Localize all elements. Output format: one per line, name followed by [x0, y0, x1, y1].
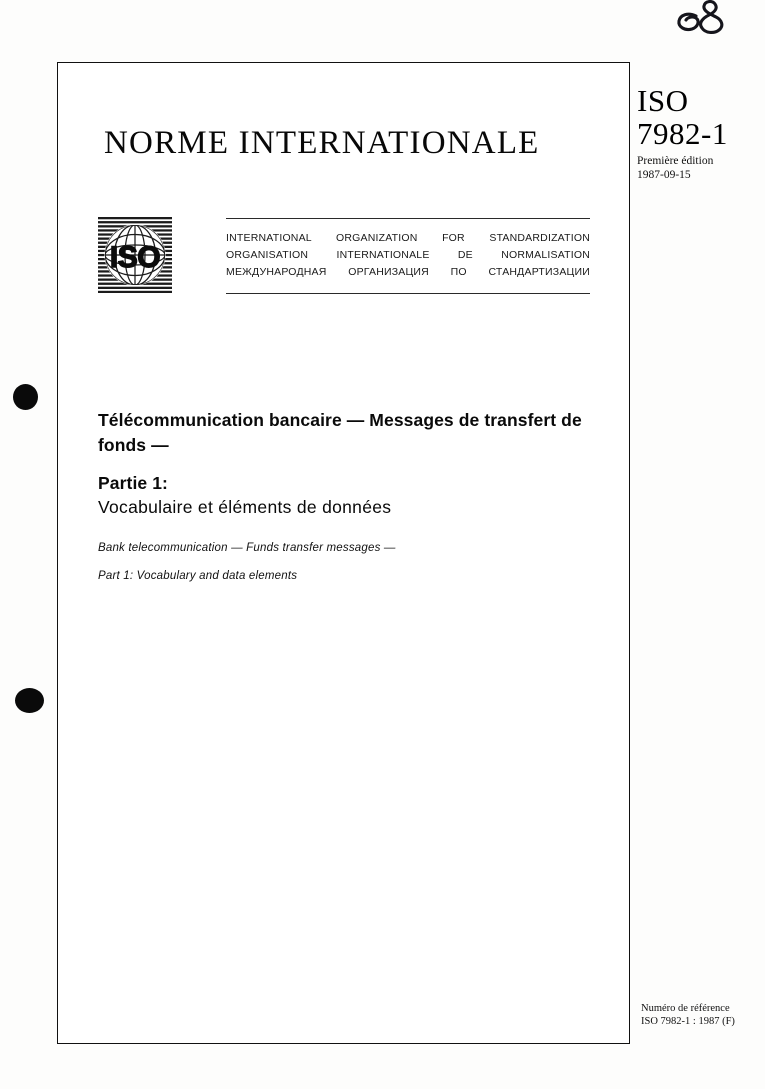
divider-bottom [226, 293, 590, 294]
org-name-french: ORGANISATION INTERNATIONALE DE NORMALISATION [226, 249, 590, 261]
org-name-russian: МЕЖДУНАРОДНАЯ ОРГАНИЗАЦИЯ ПО СТАНДАРТИЗАЦИИ [226, 266, 590, 278]
punch-hole-mark-bottom [15, 688, 44, 713]
divider-top [226, 218, 590, 219]
cover-border-frame [57, 62, 630, 1044]
iso-reference-label: ISO [637, 83, 689, 118]
organization-names [226, 217, 590, 295]
title-english-part: Part 1: Vocabulary and data elements [98, 570, 298, 582]
iso-edition-date: 1987-09-15 [637, 168, 691, 181]
iso-logo-text: ISO [109, 241, 161, 274]
org-name-english: INTERNATIONAL ORGANIZATION FOR STANDARDIZATION [226, 232, 590, 244]
iso-logo [98, 217, 172, 293]
page-title: NORME INTERNATIONALE [104, 125, 540, 161]
footer-reference-value: ISO 7982-1 : 1987 (F) [641, 1016, 735, 1027]
title-part-label: Partie 1: [98, 473, 168, 493]
title-french-main: Télécommunication bancaire — Messages de transfert de fonds — [98, 410, 582, 455]
handwritten-page-number [672, 0, 742, 42]
footer-reference [641, 1002, 735, 1028]
iso-edition-label: Première édition [637, 155, 714, 167]
title-english-main: Bank telecommunication — Funds transfer messages — [98, 542, 396, 554]
footer-reference-label: Numéro de référence [641, 1003, 730, 1014]
punch-hole-mark-top [13, 384, 38, 410]
iso-emblem-block [98, 217, 590, 299]
iso-reference-block [637, 84, 728, 182]
iso-reference-number: 7982-1 [637, 116, 728, 151]
title-part-subtitle: Vocabulaire et éléments de données [98, 497, 392, 517]
